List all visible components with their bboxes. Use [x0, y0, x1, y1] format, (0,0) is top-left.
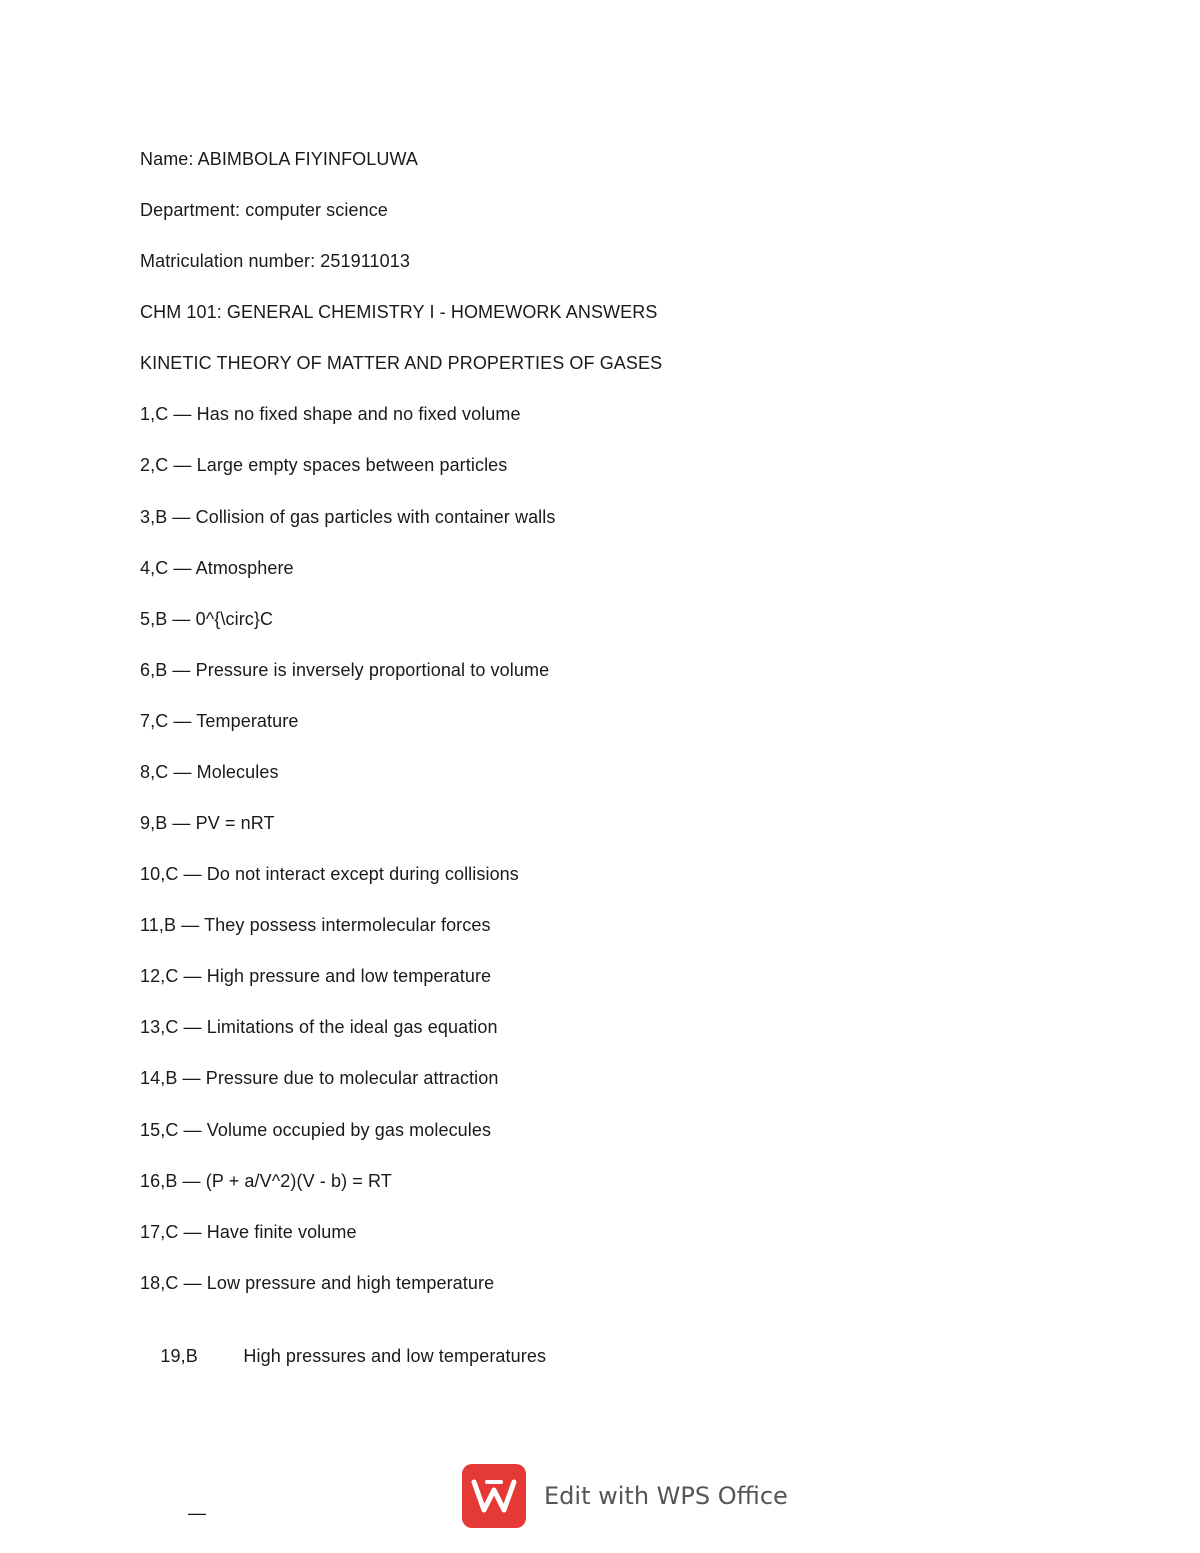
answer-text: High pressures and low temperatures — [243, 1346, 547, 1366]
answer-item: 3,B — Collision of gas particles with container walls — [140, 507, 556, 527]
answer-item: 8,C — Molecules — [140, 762, 279, 782]
matriculation-number: Matriculation number: 251911013 — [140, 251, 410, 271]
student-department: Department: computer science — [140, 200, 388, 220]
answer-item: 9,B — PV = nRT — [140, 813, 275, 833]
wps-w-glyph — [471, 1478, 517, 1514]
wps-edit-label: Edit with WPS Office — [544, 1482, 788, 1510]
student-name: Name: ABIMBOLA FIYINFOLUWA — [140, 149, 418, 169]
wps-logo-icon — [462, 1464, 526, 1528]
answer-item-last — [140, 1323, 546, 1389]
answer-item: 6,B — Pressure is inversely proportional to volume — [140, 660, 550, 680]
answer-item: 11,B — They possess intermolecular forces — [140, 915, 491, 935]
footer-dash: — — [188, 1503, 206, 1523]
wps-edit-badge[interactable] — [462, 1464, 788, 1528]
answer-item: 4,C — Atmosphere — [140, 558, 294, 578]
answer-item: 1,C — Has no fixed shape and no fixed volume — [140, 404, 521, 424]
answer-item: 2,C — Large empty spaces between particles — [140, 455, 508, 475]
answer-item: 17,C — Have finite volume — [140, 1222, 357, 1242]
answer-item: 18,C — Low pressure and high temperature — [140, 1273, 495, 1293]
answer-item: 15,C — Volume occupied by gas molecules — [140, 1120, 492, 1140]
answer-item: 14,B — Pressure due to molecular attraction — [140, 1068, 499, 1088]
answer-item: 7,C — Temperature — [140, 711, 299, 731]
answer-item: 10,C — Do not interact except during collisions — [140, 864, 519, 884]
topic-title: KINETIC THEORY OF MATTER AND PROPERTIES OF GASES — [140, 353, 663, 373]
answer-number: 19,B — [160, 1346, 198, 1366]
answer-item: 13,C — Limitations of the ideal gas equation — [140, 1017, 498, 1037]
answer-item: 5,B — 0^{\circ}C — [140, 609, 274, 629]
answer-item: 16,B — (P + a/V^2)(V - b) = RT — [140, 1171, 392, 1191]
course-title: CHM 101: GENERAL CHEMISTRY I - HOMEWORK ANSWERS — [140, 302, 658, 322]
answer-item: 12,C — High pressure and low temperature — [140, 966, 492, 986]
